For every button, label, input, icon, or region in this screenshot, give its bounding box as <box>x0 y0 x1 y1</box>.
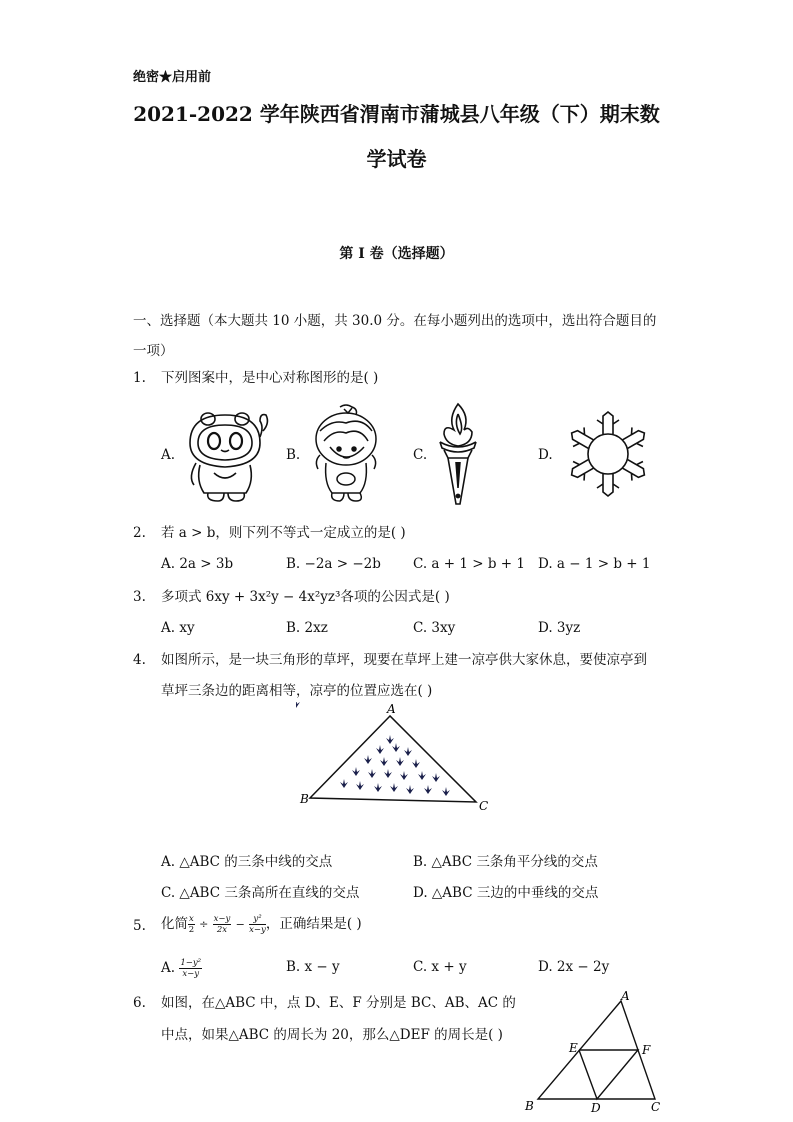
option-a-label: A. <box>161 447 176 463</box>
question-stem-line1: 如图，在△ABC 中，点 D、E、F 分别是 BC、AB、AC 的 <box>161 995 516 1011</box>
option-c-label: C. <box>413 447 428 463</box>
question-stem: 下列图案中，是中心对称图形的是( ) <box>161 370 379 386</box>
snowflake-figure <box>563 409 653 499</box>
option-b: B. 2xz <box>286 620 328 636</box>
option-d-label: D. <box>538 447 553 463</box>
point-label-e: E <box>569 1041 578 1055</box>
point-label-c: C <box>651 1100 661 1114</box>
option-a: A. $\frac{\text{1−y²}}{x-y}$ <box>161 958 202 979</box>
exam-title-line1: 2021-2022 学年陕西省渭南市蒲城县八年级（下）期末数 <box>133 102 660 126</box>
secret-mark: 绝密★启用前 <box>133 70 212 85</box>
option-d: D. 3yz <box>538 620 581 636</box>
vertex-label-a: A <box>387 702 396 716</box>
question-stem: 化简 $\frac{x}{2}$ ÷ $\frac{x-y}{2x}$ − $\frac{\text{y²}}{x-y}$ ，正确结果是( ) <box>161 914 362 935</box>
option-c: C. x + y <box>413 959 467 975</box>
panda-mascot-figure <box>180 403 276 503</box>
question-number: 2. <box>133 525 146 541</box>
vertex-label-c: C <box>479 799 489 813</box>
question-number: 5. <box>133 918 146 934</box>
fraction: $\frac{x-y}{2x}$ <box>213 914 231 935</box>
question-number: 4. <box>133 652 146 668</box>
question-stem-line2: 草坪三条边的距离相等，凉亭的位置应选在( ) <box>161 683 433 699</box>
option-a: A. △ABC 的三条中线的交点 <box>161 854 333 870</box>
fraction: $\frac{x}{2}$ <box>188 914 195 935</box>
question-stem: 多项式 6xy + 3x²y − 4x²yz³各项的公因式是( ) <box>161 589 450 605</box>
section-heading: 一、选择题（本大题共 10 小题，共 30.0 分。在每小题列出的选项中，选出符合题目的一项） <box>133 313 657 359</box>
torch-figure <box>430 400 486 508</box>
fraction: $\frac{\text{1−y²}}{x-y}$ <box>180 958 202 979</box>
lantern-mascot-figure <box>306 403 386 503</box>
question-number: 6. <box>133 995 146 1011</box>
fraction: $\frac{\text{y²}}{x-y}$ <box>249 914 266 935</box>
option-d: D. 2x − 2y <box>538 959 610 975</box>
option-b-label: B. <box>286 447 301 463</box>
option-b: B. △ABC 三条角平分线的交点 <box>413 854 598 870</box>
point-label-d: D <box>591 1101 601 1115</box>
question-stem-line1: 如图所示，是一块三角形的草坪，现要在草坪上建一凉亭供大家休息，要使凉亭到 <box>161 652 647 668</box>
point-label-a: A <box>621 989 630 1003</box>
option-b: B. x − y <box>286 959 340 975</box>
volume-title: 第 I 卷（选择题） <box>339 246 454 262</box>
question-stem-line2: 中点，如果△ABC 的周长为 20，那么△DEF 的周长是( ) <box>161 1027 503 1043</box>
point-label-b: B <box>525 1099 534 1113</box>
question-number: 3. <box>133 589 146 605</box>
option-a: A. xy <box>161 620 195 636</box>
option-a: A. 2a > 3b <box>161 556 234 572</box>
option-c: C. △ABC 三条高所在直线的交点 <box>161 885 360 901</box>
option-c: C. a + 1 > b + 1 <box>413 556 525 572</box>
option-b: B. −2a > −2b <box>286 556 381 572</box>
option-d: D. a − 1 > b + 1 <box>538 556 651 572</box>
exam-title-line2: 学试卷 <box>366 147 427 171</box>
lawn-triangle-figure <box>296 702 496 814</box>
question-stem: 若 a > b，则下列不等式一定成立的是( ) <box>161 525 406 541</box>
grass-pattern <box>296 702 450 796</box>
question-number: 1. <box>133 370 146 386</box>
point-label-f: F <box>642 1043 651 1057</box>
option-c: C. 3xy <box>413 620 456 636</box>
triangle-def-figure <box>520 988 670 1118</box>
vertex-label-b: B <box>300 792 309 806</box>
option-d: D. △ABC 三边的中垂线的交点 <box>413 885 599 901</box>
